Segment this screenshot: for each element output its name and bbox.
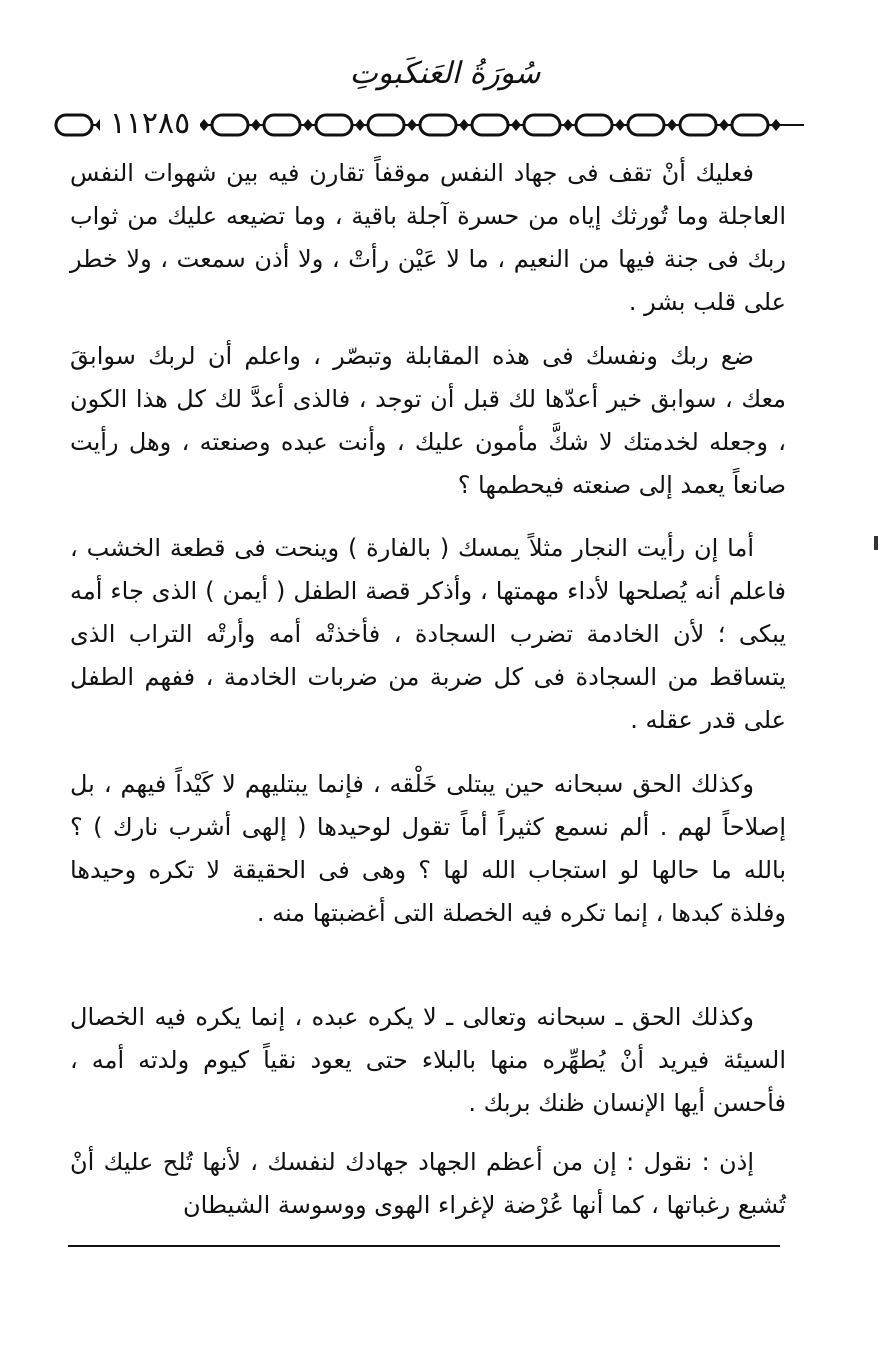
paragraph: إذن : نقول : إن من أعظم الجهاد جهادك لنفسك ، لأنها تُلح عليك أنْ تُشبع رغباتها ، كما أنها عُرْضة لإغراء الهوى ووسوسة الشيطان [70, 1148, 786, 1219]
chain-link [420, 115, 456, 135]
page-number: ١١٢٨٥ [100, 104, 200, 144]
chain-link [628, 115, 664, 135]
chain-diamond [459, 119, 469, 131]
chain-link [732, 115, 768, 135]
paragraph: فعليك أنْ تقف فى جهاد النفس موقفاً تقارن فيه بين شهوات النفس العاجلة وما تُورثك إياه من حسرة آجلة باقية ، وما تضيعه عليك من ثواب ربك فى جنة فيها من النعيم ، ما لا عَيْن رأتْ ، ولا أذن سمعت ، ولا خطر على قلب بشر . [70, 159, 786, 316]
footer-rule [68, 1245, 780, 1247]
chain-link [264, 115, 300, 135]
paragraph: وكذلك الحق سبحانه حين يبتلى خَلْقه ، فإنما يبتليهم لا كَيْداً فيهم ، بل إصلاحاً لهم . ألم نسمع كثيراً أماً تقول لوحيدها ( إلهى أشرب نارك ) ؟ بالله ما حالها لو استجاب الله لها ؟ وهى فى الحقيقة لا تكره وحيدها وفلذة كبدها ، إنما تكره فيه الخصلة التى أغضبتها منه . [70, 770, 786, 927]
chain-diamond [719, 119, 729, 131]
chain-diamond [615, 119, 625, 131]
margin-mark [874, 536, 878, 550]
chain-link [316, 115, 352, 135]
chain-link [524, 115, 560, 135]
chain-diamond [511, 119, 521, 131]
chain-diamond [199, 119, 209, 131]
chain-diamond [771, 119, 781, 131]
chain-diamond [563, 119, 573, 131]
chain-link [576, 115, 612, 135]
body-text [70, 152, 786, 1227]
chain-diamond [667, 119, 677, 131]
sura-title: سُورَةُ العَنكَبوتِ [349, 56, 541, 91]
paragraph: وكذلك الحق ـ سبحانه وتعالى ـ لا يكره عبده ، إنما يكره فيه الخصال السيئة فيريد أنْ يُطهِّره منها بالبلاء حتى يعود نقياً كيوم ولدته أمه ، فأحسن أيها الإنسان ظنك بربك . [70, 1003, 786, 1117]
chain-link [472, 115, 508, 135]
paragraph: أما إن رأيت النجار مثلاً يمسك ( بالفارة ) وينحت فى قطعة الخشب ، فاعلم أنه يُصلحها لأداء مهمتها ، وأذكر قصة الطفل ( أيمن ) الذى جاء أمه يبكى ؛ لأن الخادمة تضرب السجادة ، فأخذتْه أمه وأرتْه التراب الذى يتساقط من السجادة فى كل ضربة من ضربات الخادمة ، ففهم الطفل على قدر عقله . [70, 534, 786, 734]
chain-link [680, 115, 716, 135]
chain-diamond [303, 119, 313, 131]
chain-diamond [251, 119, 261, 131]
chain-diamond [407, 119, 417, 131]
paragraph: ضع ربك ونفسك فى هذه المقابلة وتبصّر ، واعلم أن لربك سوابقَ معك ، سوابق خير أعدّها لك قبل أن توجد ، فالذى أعدَّ لك كل هذا الكون ، وجعله لخدمتك لا شكَّ مأمون عليك ، وأنت عبده وصنعته ، وهل رأيت صانعاً يعمد إلى صنعته فيحطمها ؟ [70, 342, 786, 499]
chain-link [56, 115, 92, 135]
chain-diamond [355, 119, 365, 131]
chain-link [212, 115, 248, 135]
chain-link [368, 115, 404, 135]
